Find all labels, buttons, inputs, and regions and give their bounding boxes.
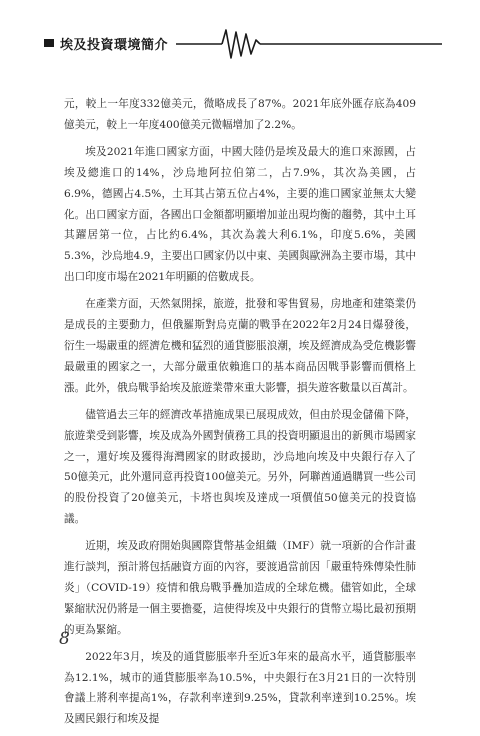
page-header	[0, 0, 480, 70]
paragraph-5: 近期，埃及政府開始與國際貨幣基金組織（IMF）就一項新的合作計畫進行談判，預計將包括融資方面的內容，要渡過當前因「嚴重特殊傳染性肺炎」（COVID-19）疫情和俄烏戰爭疊加造成的全球危機。儘管如此，全球緊縮狀況仍將是一個主要擔憂，這使得埃及中央銀行的貨幣立場比最初預期的更為緊縮。	[64, 540, 416, 636]
body-text	[64, 94, 416, 736]
page-number: 8	[59, 629, 70, 649]
paragraph-3: 在產業方面，天然氣開採，旅遊，批發和零售貿易，房地產和建築業仍是成長的主要動力，但俄羅斯對烏克蘭的戰爭在2022年2月24日爆發後，衍生一場嚴重的經濟危機和猛烈的通貨膨脹浪潮，埃及經濟成為受危機影響最嚴重的國家之一，大部分嚴重依賴進口的基本商品因戰爭影響而價格上漲。此外，俄烏戰爭給埃及旅遊業帶來重大影響，損失遊客數量以百萬計。	[64, 298, 416, 394]
header-title: 埃及投資環境簡介	[60, 38, 169, 53]
paragraph-6: 2022年3月，埃及的通貨膨脹率升至近3年來的最高水平，通貨膨脹率為12.1%，城市的通貨膨脹率為10.5%，中央銀行在3月21日的一次特別會議上將利率提高1%，存款利率達到9.25%，貸款利率達到10.25%。埃及國民銀行和埃及提	[64, 650, 416, 726]
paragraph-2: 埃及2021年進口國家方面，中國大陸仍是埃及最大的進口來源國，占埃及總進口的14%，沙烏地阿拉伯第二，占7.9%，其次為美國，占6.9%，德國占4.5%，土耳其占第五位占4%，主要的進口國家並無太大變化。出口國家方面，各國出口金額都明顯增加並出現均衡的趨勢，其中土耳其躍居第一位，占比約6.4%，其次為義大利6.1%，印度5.6%，美國5.3%，沙烏地4.9，主要出口國家仍以中東、美國與歐洲為主要市場，其中出口印度市場在2021年明顯的倍數成長。	[64, 145, 416, 284]
paragraph-1: 元，較上一年度332億美元，微略成長了87%。2021年底外匯存底為409億美元，較上一年度400億美元微幅增加了2.2%。	[64, 98, 416, 131]
paragraph-4: 儘管過去三年的經濟改革措施成果已展現成效，但由於現金儲備下降，旅遊業受到影響，埃及成為外國對債務工具的投資明顯退出的新興市場國家之一，還好埃及獲得海灣國家的財政援助，沙烏地向埃及中央銀行存入了50億美元，此外還同意再投資100億美元。另外，阿聯酋通過購買一些公司的股份投資了20億美元，卡塔也與埃及達成一項價值50億美元的投資協議。	[64, 408, 416, 526]
header-zigzag	[222, 30, 260, 58]
header-marker-block	[44, 39, 54, 47]
